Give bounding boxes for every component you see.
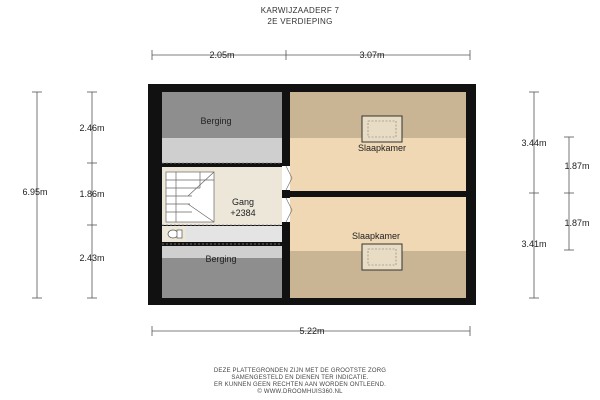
slaapkamer-bottom-label: Slaapkamer <box>351 231 401 241</box>
bedroom-bottom-floor <box>290 197 466 251</box>
staircase <box>166 172 214 222</box>
slaapkamer-top-label: Slaapkamer <box>357 143 407 153</box>
dim-right-inner-bottom: 1.87m <box>564 218 590 228</box>
skylight-bottom <box>362 244 402 270</box>
disclaimer-line-3: ER KUNNEN GEEN RECHTEN AAN WORDEN ONTLEEND. <box>214 382 386 388</box>
storage-top-floor <box>162 138 282 163</box>
dim-top-right: 3.07m <box>359 50 385 60</box>
dim-right-inner-top: 1.87m <box>564 161 590 171</box>
berging-top-label: Berging <box>200 116 232 126</box>
hall-lower-strip <box>186 226 282 242</box>
dim-right-bottom: 3.41m <box>521 239 547 249</box>
gang-level-label: +2384 <box>230 208 256 218</box>
storage-top-sloped <box>162 92 282 138</box>
copyright-line: © WWW.DROOMHUIS360.NL <box>257 389 343 395</box>
dim-left-bottom: 2.43m <box>79 253 105 263</box>
floor-title: 2E VERDIEPING <box>267 17 333 26</box>
dim-top-left: 2.05m <box>209 50 235 60</box>
disclaimer-line-1: DEZE PLATTEGRONDEN ZIJN MET DE GROOTSTE ZORG <box>213 368 387 374</box>
dim-left-total: 6.95m <box>22 187 48 197</box>
toilet-symbol <box>168 230 182 238</box>
skylight-top <box>362 116 402 142</box>
disclaimer-line-2: SAMENGESTELD EN DIENEN TER INDICATIE. <box>231 375 369 381</box>
gang-label: Gang <box>231 197 255 207</box>
storage-bottom-sloped <box>162 258 282 298</box>
address-title: KARWIJZAADERF 7 <box>260 6 340 15</box>
dim-left-middle: 1.86m <box>79 189 105 199</box>
dim-left-top: 2.46m <box>79 123 105 133</box>
dim-right-top: 3.44m <box>521 138 547 148</box>
berging-bottom-label: Berging <box>205 254 237 264</box>
dim-bottom-total: 5.22m <box>299 326 325 336</box>
